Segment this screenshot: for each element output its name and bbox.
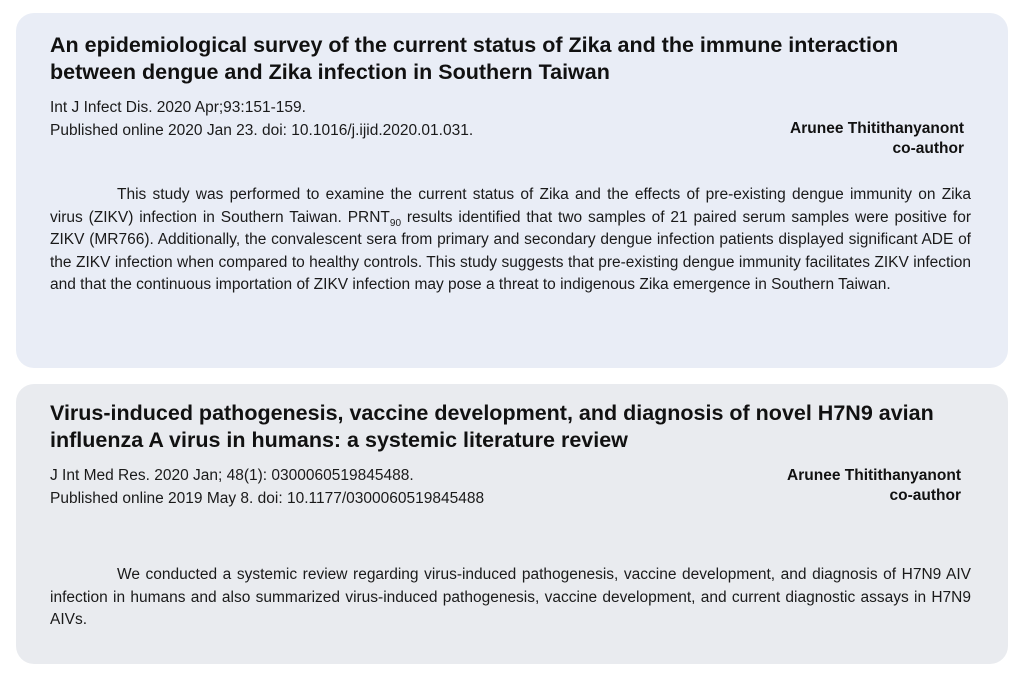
author-role: co-author <box>889 487 961 504</box>
publication-citation <box>50 464 484 510</box>
abstract-text-part1: This study was performed to examine the current status of Zika and the effects of pre-existing dengue immunity on Zika virus (ZIKV) infection in Southern Taiwan. PRNT <box>50 186 971 226</box>
publication-abstract: We conducted a systemic review regarding virus-induced pathogenesis, vaccine development, and diagnosis of H7N9 AIV infection in humans and also summarized virus-induced pathogenesis, vaccine development, and current diagnostic assays in H7N9 AIVs. <box>50 566 971 628</box>
author-name: Arunee Thitithanyanont <box>790 120 964 137</box>
published-line: Published online 2020 Jan 23. doi: 10.1016/j.ijid.2020.01.031. <box>50 122 474 139</box>
published-line: Published online 2019 May 8. doi: 10.1177/0300060519845488 <box>50 490 485 507</box>
author-name: Arunee Thitithanyanont <box>787 467 961 484</box>
author-role: co-author <box>892 140 964 157</box>
journal-line: J Int Med Res. 2020 Jan; 48(1): 0300060519845488. <box>50 467 414 484</box>
publication-abstract <box>50 184 971 297</box>
author-block <box>787 466 961 506</box>
publication-card-1 <box>16 13 1008 368</box>
publication-title: Virus-induced pathogenesis, vaccine development, and diagnosis of novel H7N9 avian influenza A virus in humans: a systemic literature review <box>50 401 934 452</box>
publication-title: An epidemiological survey of the current status of Zika and the immune interaction between dengue and Zika infection in Southern Taiwan <box>50 33 899 84</box>
journal-line: Int J Infect Dis. 2020 Apr;93:151-159. <box>50 99 306 116</box>
publication-citation <box>50 96 473 142</box>
publication-card-2 <box>16 384 1008 664</box>
abstract-text-part2: results identified that two samples of 21 paired serum samples were positive for ZIKV (MR766). Additionally, the convalescent sera from primary and secondary dengue infection patients displayed significant ADE of the ZIKV infection when compared to healthy controls. This study suggests that pre-existing dengue immunity facilitates ZIKV infection and that the continuous importation of ZIKV infection may pose a threat to indigenous Zika emergence in Southern Taiwan. <box>50 208 971 293</box>
abstract-subscript: 90 <box>389 217 402 229</box>
author-block <box>790 119 964 159</box>
